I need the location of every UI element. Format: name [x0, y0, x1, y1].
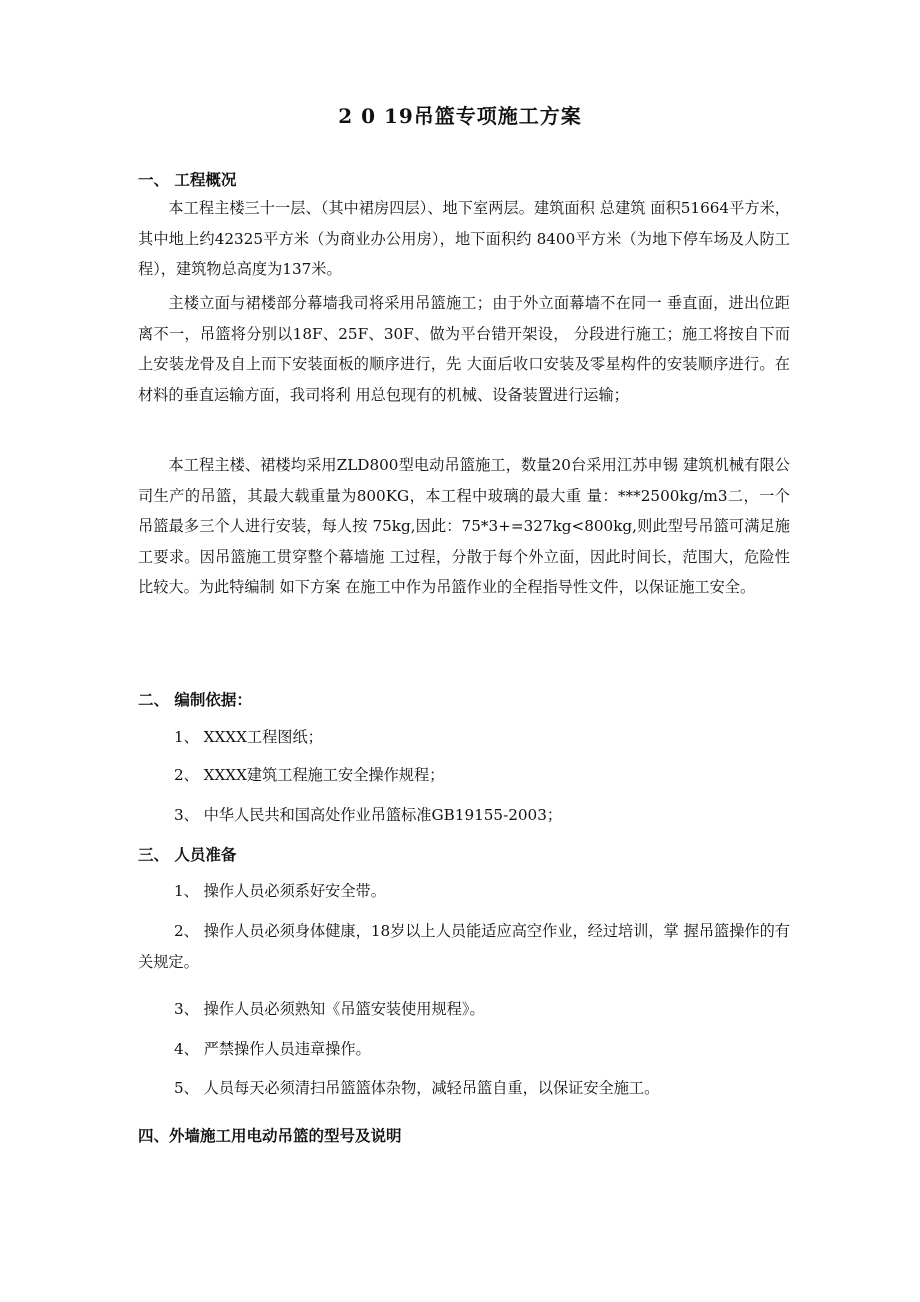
paragraph: 本工程主楼三十一层、（其中裙房四层）、地下室两层。建筑面积 总建筑 面积51664平方米，其中地上约42325平方米（为商业办公用房），地下面积约 8400平方米（为地下停车场及人防工程），建筑物总高度为137米。 — [138, 199, 790, 278]
section-heading-basis: 二、 编制依据： — [138, 690, 252, 709]
list-item: 1、 操作人员必须系好安全带。 — [174, 882, 386, 900]
section-heading-overview: 一、 工程概况 — [138, 170, 237, 189]
section-heading-personnel: 三、 人员准备 — [138, 845, 237, 864]
list-item: 2、 操作人员必须身体健康，18岁以上人员能适应高空作业，经过培训，掌 握吊篮操作的有关规定。 — [138, 922, 790, 971]
list-item: 1、 XXXX工程图纸； — [174, 728, 323, 746]
list-item: 4、 严禁操作人员违章操作。 — [174, 1040, 371, 1058]
paragraph: 本工程主楼、裙楼均采用ZLD800型电动吊篮施工，数量20台采用江苏申锡 建筑机械有限公司生产的吊篮，其最大载重量为800KG，本工程中玻璃的最大重 量：***2500kg/m3二，一个吊篮最多三个人进行安装，每人按 75kg,因此：75*3+=327kg<800kg,则此型号吊篮可满足施工要求。因吊篮施工贯穿整个幕墙施 工过程，分散于每个外立面，因此时间长，范围大，危险性比较大。为此特编制 如下方案 在施工中作为吊篮作业的全程指导性文件，以保证施工安全。 — [138, 456, 790, 596]
list-item: 3、 操作人员必须熟知《吊篮安装使用规程》。 — [174, 1000, 485, 1018]
paragraph: 主楼立面与裙楼部分幕墙我司将采用吊篮施工；由于外立面幕墙不在同一 垂直面，进出位距离不一，吊篮将分别以18F、25F、30F、做为平台错开架设， 分段进行施工；施工将按自下而上安装龙骨及自上而下安装面板的顺序进行，先 大面后收口安装及零星构件的安装顺序进行。在材料的垂直运输方面，我司将利 用总包现有的机械、设备装置进行运输； — [138, 294, 790, 404]
page-title: 2 0 19吊篮专项施工方案 — [338, 104, 582, 128]
list-item: 5、 人员每天必须清扫吊篮篮体杂物，减轻吊篮自重，以保证安全施工。 — [174, 1079, 660, 1097]
section-heading-gondola-model: 四、外墙施工用电动吊篮的型号及说明 — [138, 1126, 402, 1145]
list-item: 2、 XXXX建筑工程施工安全操作规程； — [174, 766, 445, 784]
list-item: 3、 中华人民共和国高处作业吊篮标准GB19155-2003； — [174, 806, 563, 824]
